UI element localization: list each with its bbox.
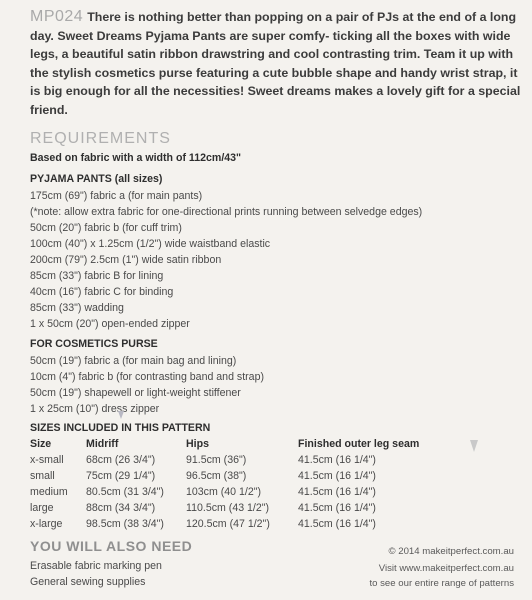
- hips-cell: 103cm (40 1/2"): [186, 486, 262, 498]
- website-link[interactable]: Visit www.makeitperfect.com.au: [378, 563, 514, 574]
- midriff-cell: 98.5cm (38 3/4"): [86, 518, 164, 530]
- leg-seam-cell: 41.5cm (16 1/4"): [298, 486, 376, 498]
- pyjama-item: (*note: allow extra fabric for one-directional prints running between selvedge edges): [30, 206, 423, 218]
- purse-item: 50cm (19") fabric a (for main bag and lining): [30, 355, 237, 367]
- pyjama-item: 200cm (79") 2.5cm (1") wide satin ribbon: [30, 254, 222, 266]
- copyright-text: © 2014 makeitperfect.com.au: [388, 546, 514, 557]
- leg-seam-cell: 41.5cm (16 1/4"): [298, 470, 376, 482]
- hips-cell: 91.5cm (36"): [186, 454, 247, 466]
- scan-marker-icon: [118, 411, 124, 419]
- pyjama-item: 85cm (33") fabric B for lining: [30, 270, 164, 282]
- also-need-item: General sewing supplies: [30, 576, 146, 588]
- size-cell: medium: [30, 486, 68, 498]
- purse-item: 50cm (19") shapewell or light-weight stiffener: [30, 387, 241, 399]
- also-need-item: Erasable fabric marking pen: [30, 560, 162, 572]
- midriff-cell: 75cm (29 1/4"): [86, 470, 156, 482]
- midriff-cell: 80.5cm (31 3/4"): [86, 486, 164, 498]
- size-cell: x-small: [30, 454, 64, 466]
- cosmetics-purse-title: FOR COSMETICS PURSE: [30, 338, 158, 350]
- size-column-header: Size: [30, 438, 52, 450]
- hips-cell: 110.5cm (43 1/2"): [186, 502, 270, 514]
- hips-cell: 120.5cm (47 1/2"): [186, 518, 270, 530]
- intro-paragraph: [30, 8, 526, 119]
- pyjama-item: 85cm (33") wadding: [30, 302, 124, 314]
- requirements-heading: REQUIREMENTS: [30, 130, 171, 147]
- also-need-heading: YOU WILL ALSO NEED: [30, 538, 193, 554]
- leg-seam-cell: 41.5cm (16 1/4"): [298, 502, 376, 514]
- leg-seam-cell: 41.5cm (16 1/4"): [298, 518, 376, 530]
- size-cell: large: [30, 502, 54, 514]
- fabric-width-note: Based on fabric with a width of 112cm/43": [30, 152, 242, 164]
- purse-item: 10cm (4") fabric b (for contrasting band and strap): [30, 371, 264, 383]
- purse-item: 1 x 25cm (10") dress zipper: [30, 403, 160, 415]
- intro-text: There is nothing better than popping on a pair of PJs at the end of a long day. Sweet Dreams Pyjama Pants are super comfy- ticking all the boxes with wide legs, a beautiful satin ribbon drawstring and cool contrasting trim. Team it up with the stylish cosmetics purse featuring a cute bubble shape and handy wrist strap, it is big enough for all the necessities! Sweet dreams makes a lovely gift for a special friend.: [30, 10, 521, 117]
- range-text: to see our entire range of patterns: [369, 578, 514, 589]
- midriff-column-header: Midriff: [86, 438, 119, 450]
- hips-cell: 96.5cm (38"): [186, 470, 247, 482]
- pyjama-item: 175cm (69") fabric a (for main pants): [30, 190, 203, 202]
- leg-seam-column-header: Finished outer leg seam: [298, 438, 420, 450]
- midriff-cell: 68cm (26 3/4"): [86, 454, 156, 466]
- pyjama-item: 40cm (16") fabric C for binding: [30, 286, 174, 298]
- sizes-title: SIZES INCLUDED IN THIS PATTERN: [30, 422, 211, 434]
- pyjama-pants-title: PYJAMA PANTS (all sizes): [30, 173, 163, 185]
- size-cell: small: [30, 470, 55, 482]
- midriff-cell: 88cm (34 3/4"): [86, 502, 156, 514]
- pyjama-item: 100cm (40") x 1.25cm (1/2") wide waistband elastic: [30, 238, 271, 250]
- leg-seam-cell: 41.5cm (16 1/4"): [298, 454, 376, 466]
- scan-marker-icon: [470, 440, 478, 452]
- size-cell: x-large: [30, 518, 63, 530]
- pattern-code: MP024: [30, 8, 84, 25]
- pyjama-item: 50cm (20") fabric b (for cuff trim): [30, 222, 182, 234]
- hips-column-header: Hips: [186, 438, 209, 450]
- pyjama-item: 1 x 50cm (20") open-ended zipper: [30, 318, 190, 330]
